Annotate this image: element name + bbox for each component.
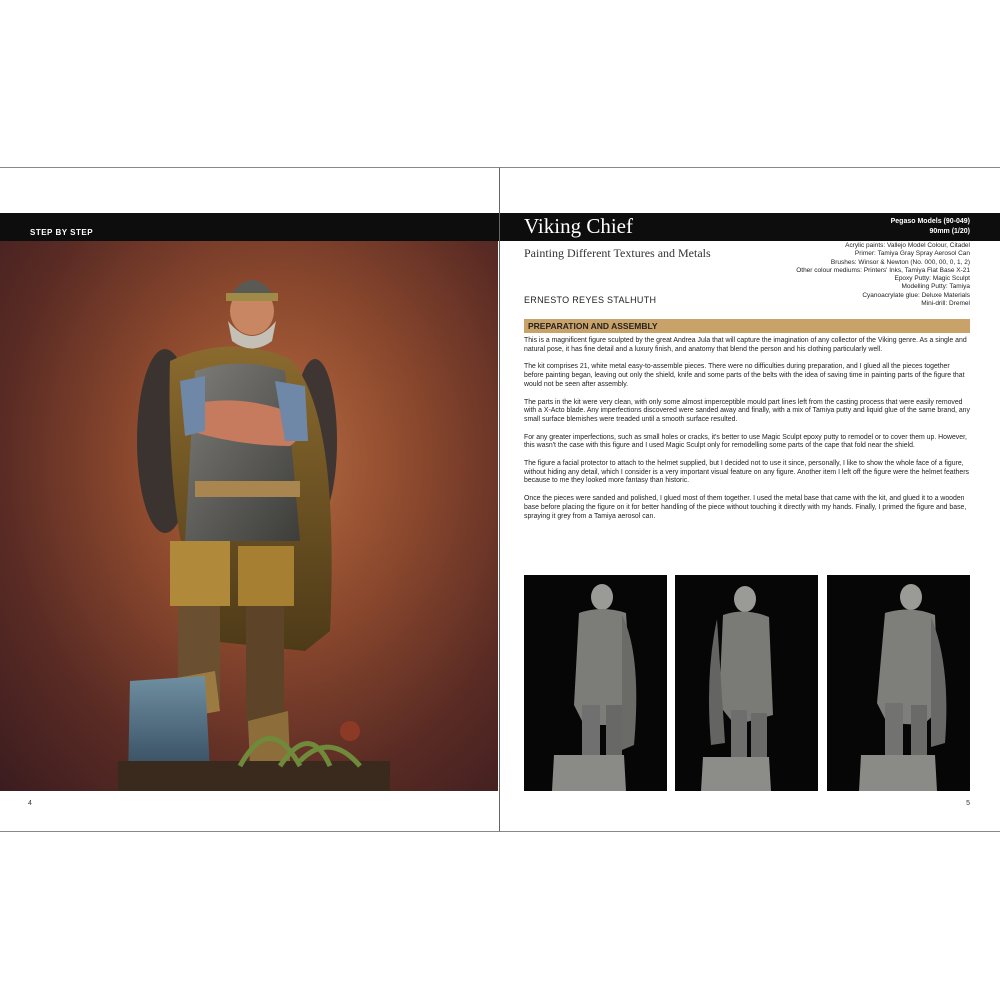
kit-scale: 90mm (1/20): [929, 228, 970, 235]
kit-info: [891, 217, 970, 237]
viking-figure-photo: [0, 241, 498, 791]
primed-figure-side-photo: [675, 575, 818, 791]
materials-item: Brushes: Winsor & Newton (No. 000, 00, 0, 1, 2): [830, 258, 970, 266]
materials-item: Mini-drill: Dremel: [921, 300, 970, 308]
materials-item: Other colour mediums: Printers' Inks, Tamiya Flat Base X-21: [796, 266, 970, 274]
materials-list: [796, 242, 970, 308]
primed-figure-three-quarter-photo: [827, 575, 970, 791]
left-page: [0, 167, 500, 832]
primed-figure-three-quarter-icon: [827, 575, 970, 791]
page-number: 5: [966, 800, 970, 807]
materials-item: Modelling Putty: Tamiya: [901, 283, 970, 291]
painted-viking-figure-icon: [0, 241, 498, 791]
article-title: Viking Chief: [524, 214, 633, 238]
article-subtitle: Painting Different Textures and Metals: [524, 246, 711, 260]
assembly-photos: [524, 575, 970, 791]
paragraph: The figure a facial protector to attach to the helmet supplied, but I decided not to use it since, personally, I like to show the whole face of a figure, without hiding any detail, which I consider is a very important visual feature on any figure. Another item I left off the figure were the helmet feathers because to me they looked more fantasy than historic.: [524, 460, 969, 485]
paragraph: Once the pieces were sanded and polished, I glued most of them together. I used the metal base that came with the kit, and glued it to a wooden base before placing the figure on it for better handling of the piece without touching it directly with my hands. Finally, I primed the figure and base, spraying it grey from a Tamiya aerosol can.: [524, 495, 967, 520]
author-name: ERNESTO REYES STALHUTH: [524, 295, 657, 305]
page-number: 4: [28, 800, 32, 807]
materials-item: Cyanoacrylate glue: Deluxe Materials: [862, 291, 970, 299]
primed-figure-side-icon: [675, 575, 818, 791]
paragraph: For any greater imperfections, such as small holes or cracks, it's better to use Magic Sculpt epoxy putty to remodel or to cover them up. However, this wasn't the case with this figure and I used Magic Sculpt only for remodelling some parts of the cape that fold near the shield.: [524, 433, 967, 450]
section-heading: PREPARATION AND ASSEMBLY: [524, 319, 970, 333]
materials-item: Acrylic paints: Vallejo Model Colour, Citadel: [845, 242, 970, 249]
primed-figure-front-icon: [524, 575, 667, 791]
paragraph: This is a magnificent figure sculpted by the great Andrea Jula that will capture the imagination of any collector of the Viking genre. As a single and natural pose, it has fine detail and a luxury finish, and anatomy that blend the person and his clothing particularly well.: [524, 337, 967, 353]
paragraph: The parts in the kit were very clean, with only some almost imperceptible mould part lines left from the casting process that were easily removed with a X-Acto blade. Any imperfections discovered were sanded away and finally, with a mix of Tamiya putty and liquid glue of the same brand, any small surface blemishes were treaded until a smooth surface resulted.: [524, 398, 970, 423]
magazine-spread: [0, 167, 1000, 832]
right-page: [500, 167, 1000, 832]
section-label: STEP BY STEP: [30, 228, 94, 237]
kit-manufacturer: Pegaso Models (90-049): [890, 218, 970, 225]
paragraph: The kit comprises 21, white metal easy-to-assemble pieces. There were no difficulties during preparation, and I glued all the pieces together before painting began, leaving out only the shield, knife and some parts of the belts with the idea of saving time in painting parts of the figure that would not be seen after assembly.: [524, 363, 965, 388]
primed-figure-front-photo: [524, 575, 667, 791]
materials-item: Epoxy Putty: Magic Sculpt: [894, 275, 970, 283]
article-body: [524, 337, 970, 530]
materials-item: Primer: Tamiya Gray Spray Aerosol Can: [854, 250, 970, 258]
